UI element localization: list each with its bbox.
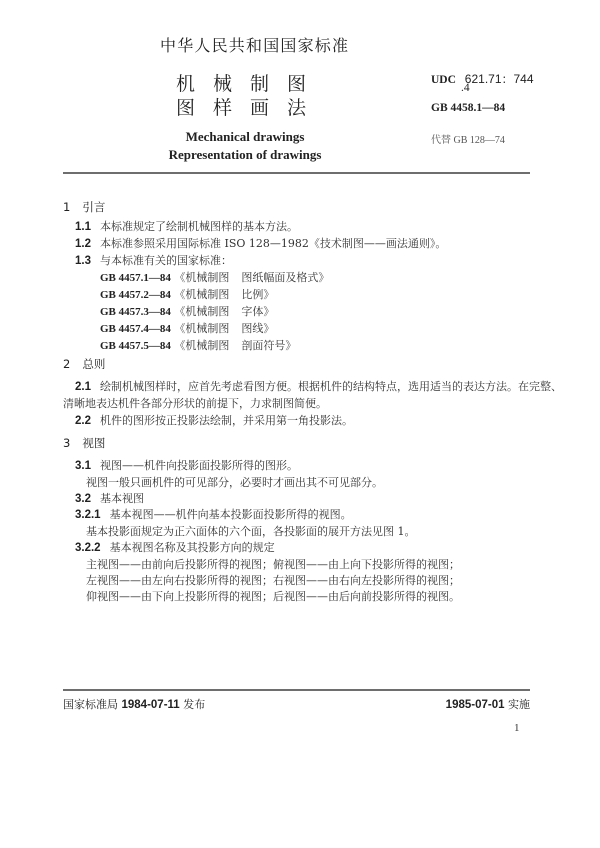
clause-3-2-1: 3.2.1 基本视图——机件向基本投影面投影所得的视图。 <box>75 508 352 521</box>
issuer: 国家标准局 <box>63 698 118 711</box>
replaces-note <box>431 131 505 146</box>
effective-info <box>446 696 530 712</box>
udc-label: UDC <box>431 74 456 86</box>
title-cn-line2 <box>176 93 324 120</box>
clause-2-1: 2.1 绘制机械图样时，应首先考虑看图方便。根据机件的结构特点，选用适当的表达方法。在完整、 <box>75 380 562 393</box>
title-char: 样 <box>213 97 233 119</box>
issue-label: 发布 <box>183 698 206 711</box>
title-char: 法 <box>287 97 307 119</box>
clause-1-3: 1.3 与本标准有关的国家标准： <box>75 254 232 267</box>
title-char: 械 <box>213 73 233 95</box>
effective-date: 1985-07-01 <box>445 699 505 711</box>
replaces-label: 代替 <box>431 135 451 146</box>
clause-3-2-1-cont: 基本投影面规定为正六面体的六个面，各投影面的展开方法见图 1。 <box>86 525 416 538</box>
view-definition: 主视图——由前向后投影所得的视图；俯视图——由上向下投影所得的视图； <box>86 558 460 571</box>
reference-standard: GB 4457.3—84 《机械制图 字体》 <box>100 305 275 318</box>
header-rule <box>63 172 530 174</box>
section-3-heading: 3 视图 <box>63 436 106 450</box>
clause-3-1-cont: 视图一般只画机件的可见部分，必要时才画出其不可见部分。 <box>86 476 383 489</box>
reference-standard: GB 4457.4—84 《机械制图 图线》 <box>100 322 275 335</box>
clause-2-2: 2.2 机件的图形按正投影法绘制，并采用第一角投影法。 <box>75 414 353 427</box>
clause-2-1-cont: 清晰地表达机件各部分形状的前提下，力求制图简便。 <box>63 397 327 410</box>
clause-1-1: 1.1 本标准规定了绘制机械图样的基本方法。 <box>75 220 298 233</box>
reference-standard: GB 4457.1—84 《机械制图 图纸幅面及格式》 <box>100 271 330 284</box>
reference-standard: GB 4457.2—84 《机械制图 比例》 <box>100 288 275 301</box>
title-char: 机 <box>176 73 196 95</box>
view-definition: 仰视图——由下向上投影所得的视图；后视图——由后向前投影所得的视图。 <box>86 590 460 603</box>
issue-info <box>63 696 205 712</box>
clause-3-1: 3.1 视图——机件向投影面投影所得的图形。 <box>75 459 298 472</box>
footer-rule <box>63 689 530 691</box>
page-number: 1 <box>514 722 520 734</box>
title-char: 图 <box>176 97 196 119</box>
title-cn-line1 <box>176 69 324 96</box>
issue-date: 1984-07-11 <box>121 699 180 711</box>
effective-label: 实施 <box>508 698 530 711</box>
title-char: 图 <box>287 73 307 95</box>
view-definition: 左视图——由左向右投影所得的视图；右视图——由右向左投影所得的视图； <box>86 574 460 587</box>
clause-1-2: 1.2 本标准参照采用国际标准 ISO 128—1982《技术制图——画法通则》。 <box>75 237 447 250</box>
title-char: 画 <box>250 97 270 119</box>
title-en-line2: Representation of drawings <box>168 147 322 162</box>
clause-3-2: 3.2 基本视图 <box>75 492 144 505</box>
section-1-heading: 1 引言 <box>63 200 106 214</box>
udc-value-cont: .4 <box>461 82 470 94</box>
section-2-heading: 2 总则 <box>63 357 106 371</box>
title-char: 制 <box>250 73 270 95</box>
national-standard-heading: 中华人民共和国国家标准 <box>160 36 350 55</box>
standard-number: GB 4458.1—84 <box>431 102 506 114</box>
clause-3-2-2: 3.2.2 基本视图名称及其投影方向的规定 <box>75 541 275 554</box>
udc-value: 621.71：744 <box>464 72 534 86</box>
reference-standard: GB 4457.5—84 《机械制图 剖面符号》 <box>100 339 297 352</box>
udc-classification <box>431 70 534 87</box>
replaces-value: GB 128—74 <box>453 135 505 146</box>
title-en-line1: Mechanical drawings <box>185 129 305 144</box>
